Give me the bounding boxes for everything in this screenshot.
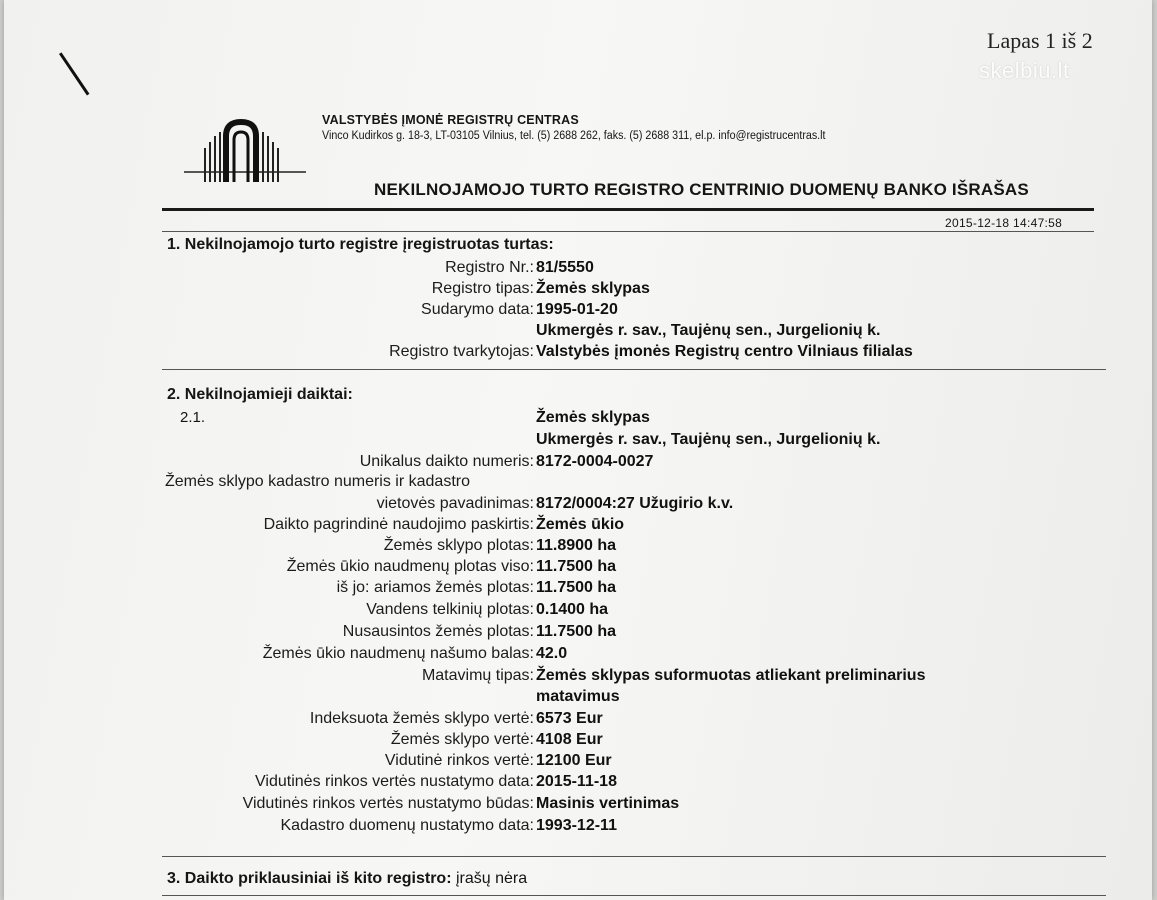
field-label: Indeksuota žemės sklypo vertė: — [309, 710, 534, 727]
field-value: 6573 Eur — [536, 710, 603, 727]
field-row — [4, 514, 1152, 535]
field-value: 11.7500 ha — [536, 579, 617, 596]
field-row — [4, 257, 1152, 278]
field-label: Žemės sklypo kadastro numeris ir kadastro — [165, 473, 470, 490]
field-value: 12100 Eur — [536, 752, 612, 769]
title-divider — [162, 208, 1094, 211]
field-row — [4, 407, 1152, 428]
field-label: Nusausintos žemės plotas: — [342, 623, 534, 640]
field-value: Valstybės įmonės Registrų centro Vilniaus filialas — [536, 343, 913, 360]
field-row — [4, 451, 1152, 472]
field-row — [4, 577, 1152, 598]
document-page — [4, 0, 1152, 900]
field-row — [4, 471, 1152, 492]
field-value: Žemės sklypas — [536, 409, 650, 426]
field-value: 11.7500 ha — [536, 623, 617, 640]
field-value: 8172/0004:27 Užugirio k.v. — [536, 495, 734, 512]
field-label: Registro tipas: — [431, 280, 534, 297]
section-3-heading — [167, 870, 527, 888]
field-label: Žemės sklypo plotas: — [383, 537, 534, 554]
pen-mark — [59, 52, 89, 95]
field-label: Unikalus daikto numeris: — [359, 453, 534, 470]
field-value: 81/5550 — [536, 259, 594, 276]
field-label: Žemės sklypo vertė: — [390, 731, 534, 748]
field-label: Sudarymo data: — [421, 301, 534, 318]
section-2-heading: 2. Nekilnojamieji daiktai: — [167, 386, 353, 403]
print-timestamp: 2015-12-18 14:47:58 — [945, 216, 1063, 230]
section-3-title: 3. Daikto priklausiniai iš kito registro: — [167, 870, 452, 887]
field-row — [4, 320, 1152, 341]
field-row — [4, 299, 1152, 320]
field-value: 0.1400 ha — [536, 601, 609, 618]
field-label: Žemės ūkio naudmenų našumo balas: — [262, 645, 534, 662]
field-value: Žemės ūkio — [536, 516, 625, 533]
watermark: skelbiu.lt — [979, 58, 1070, 83]
field-label: iš jo: ariamos žemės plotas: — [336, 579, 534, 596]
field-row — [4, 729, 1152, 750]
field-row — [4, 643, 1152, 664]
field-row — [4, 599, 1152, 620]
field-row — [4, 429, 1152, 450]
field-row — [4, 556, 1152, 577]
field-value: 2015-11-18 — [536, 773, 617, 790]
field-row — [4, 665, 1152, 686]
field-label: Vidutinės rinkos vertės nustatymo būdas: — [242, 795, 534, 812]
field-row — [4, 493, 1152, 514]
section-divider — [162, 895, 1106, 896]
field-value: matavimus — [536, 688, 620, 705]
field-label: Vandens telkinių plotas: — [366, 601, 534, 618]
field-label: Kadastro duomenų nustatymo data: — [280, 817, 534, 834]
field-row — [4, 686, 1152, 707]
section-divider — [162, 369, 1106, 370]
field-value: Ukmergės r. sav., Taujėnų sen., Jurgelionių k. — [536, 322, 881, 339]
item-number: 2.1. — [180, 409, 206, 426]
field-row — [4, 815, 1152, 836]
field-row — [4, 341, 1152, 362]
field-value: 1993-12-11 — [536, 817, 617, 834]
field-value: 8172-0004-0027 — [536, 453, 654, 470]
field-value: 11.8900 ha — [536, 537, 617, 554]
registry-logo-icon — [184, 118, 306, 184]
field-label: Daikto pagrindinė naudojimo paskirtis: — [263, 516, 534, 533]
field-value: 42.0 — [536, 645, 568, 662]
section-1-heading: 1. Nekilnojamojo turto registre įregistruotas turtas: — [167, 236, 554, 253]
page-number: Lapas 1 iš 2 — [987, 28, 1093, 53]
field-row — [4, 278, 1152, 299]
document-title: NEKILNOJAMOJO TURTO REGISTRO CENTRINIO DUOMENŲ BANKO IŠRAŠAS — [374, 180, 1029, 199]
field-value: 11.7500 ha — [536, 558, 617, 575]
field-row — [4, 621, 1152, 642]
header-divider — [162, 231, 1094, 232]
field-value: Žemės sklypas — [536, 280, 650, 297]
organization-name: VALSTYBĖS ĮMONĖ REGISTRŲ CENTRAS — [322, 113, 579, 127]
field-row — [4, 535, 1152, 556]
field-label: Registro tvarkytojas: — [389, 343, 534, 360]
field-value: 1995-01-20 — [536, 301, 618, 318]
organization-address: Vinco Kudirkos g. 18-3, LT-03105 Vilnius, tel. (5) 2688 262, faks. (5) 2688 311, el.p. info@registrucentras.lt — [322, 130, 826, 142]
field-row — [4, 708, 1152, 729]
field-label: Žemės ūkio naudmenų plotas viso: — [286, 558, 534, 575]
field-label: Registro Nr.: — [445, 259, 534, 276]
field-label: Vidutinė rinkos vertė: — [384, 752, 534, 769]
section-divider — [162, 856, 1106, 857]
field-value: Masinis vertinimas — [536, 795, 680, 812]
field-value: 4108 Eur — [536, 731, 603, 748]
field-row — [4, 750, 1152, 771]
field-label: Vidutinės rinkos vertės nustatymo data: — [255, 773, 534, 790]
field-label: Matavimų tipas: — [421, 667, 534, 684]
section-3-note: įrašų nėra — [455, 870, 528, 887]
field-label: vietovės pavadinimas: — [376, 495, 534, 512]
field-row — [4, 771, 1152, 792]
field-value: Žemės sklypas suformuotas atliekant preliminarius — [536, 667, 926, 684]
field-value: Ukmergės r. sav., Taujėnų sen., Jurgelionių k. — [536, 431, 881, 448]
field-row — [4, 793, 1152, 814]
